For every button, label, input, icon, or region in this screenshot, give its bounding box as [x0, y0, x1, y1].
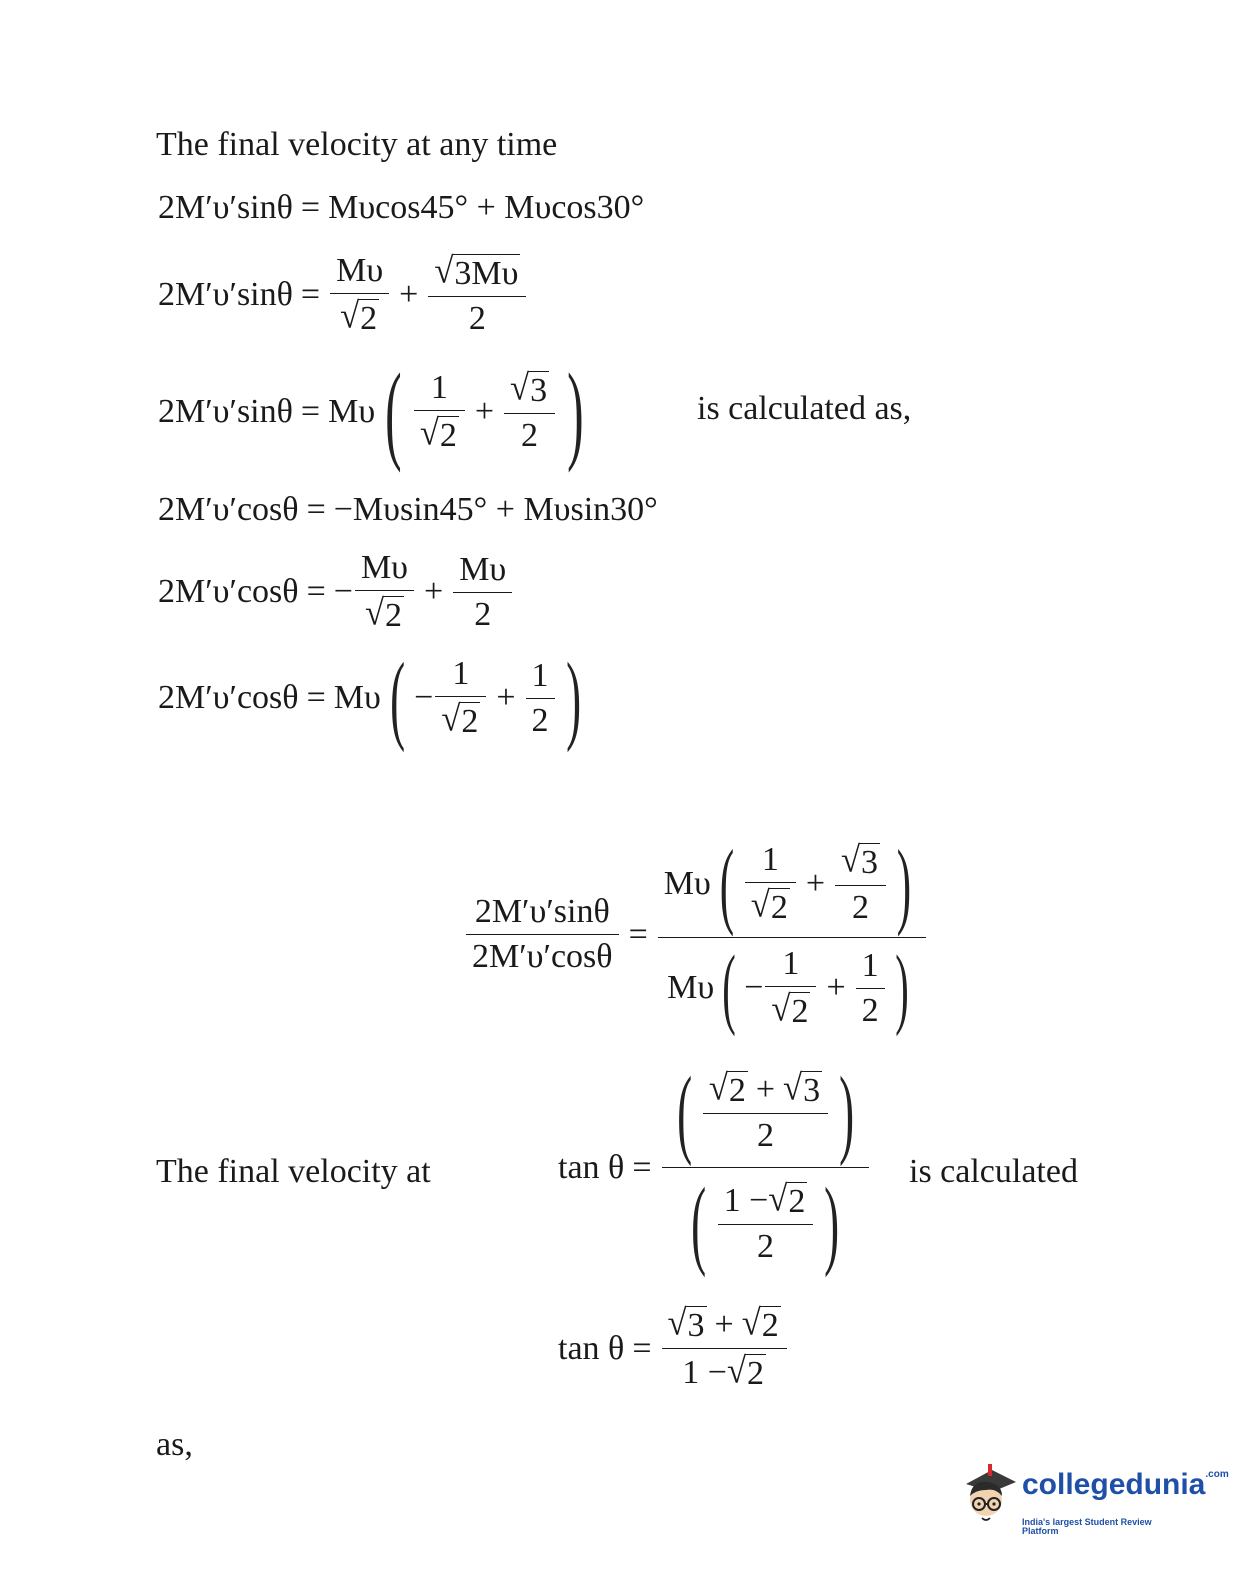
numerator: 1: [861, 946, 879, 984]
numerator-group: [662, 1056, 870, 1167]
equation-sin-factored: [158, 351, 594, 473]
factor-mu: Mυ: [328, 393, 376, 430]
radicand: 2: [360, 300, 378, 337]
radical-icon: √: [771, 987, 791, 1029]
denominator: 2: [521, 417, 539, 454]
intro-text: The final velocity at any time: [156, 126, 558, 163]
right-paren: ): [894, 938, 909, 1037]
factor-mu: Mυ: [667, 969, 715, 1006]
radicand: 2: [728, 1072, 746, 1109]
lhs-sin: 2M′υ′sinθ: [158, 393, 293, 430]
radicand: 3: [803, 1072, 821, 1109]
student-mascot-icon: [958, 1462, 1018, 1532]
equals-sign: =: [300, 189, 321, 226]
equals-sign: =: [300, 276, 321, 313]
plus-sign: +: [714, 1305, 734, 1343]
root-3-mu: [428, 249, 526, 296]
minus-sign: −: [414, 679, 434, 716]
equals-sign: =: [306, 491, 326, 528]
eq4-rhs: −Mυsin45° + Mυsin30°: [333, 491, 658, 528]
radical-icon: √: [708, 1066, 728, 1108]
radicand: 2: [788, 1183, 806, 1220]
equation-tan-1: [558, 1056, 871, 1278]
plus-sign: +: [399, 276, 419, 313]
denominator: 2: [861, 991, 879, 1029]
radical-icon: √: [434, 249, 454, 291]
lhs-sin: 2M′υ′sinθ: [158, 189, 293, 226]
radical-icon: √: [667, 1301, 687, 1343]
root-2: [768, 1177, 807, 1220]
root-3: [783, 1066, 822, 1109]
equation-cos-factored: [158, 642, 590, 753]
denominator-group: [676, 1167, 854, 1278]
logo-tagline: India's largest Student Review Platform: [1022, 1517, 1152, 1536]
fraction-root2-plus-root3-over-2: [703, 1066, 828, 1154]
plus-sign: +: [496, 679, 516, 716]
minus-sign: −: [333, 573, 353, 610]
radical-icon: √: [841, 838, 861, 880]
brand-domain: .com: [1205, 1469, 1229, 1480]
fraction-1-over-root2: [414, 371, 465, 453]
denominator: 2: [756, 1117, 774, 1154]
parenthesis-group: [381, 642, 590, 753]
is-calculated-as-text: is calculated as,: [697, 390, 912, 427]
root-2: [765, 987, 816, 1029]
root-3: [835, 838, 886, 885]
numerator: [662, 1301, 787, 1348]
fraction-mu-over-root2: [355, 551, 414, 633]
numerator: [703, 1066, 828, 1113]
radical-icon: √: [340, 294, 360, 336]
radicand: 3: [530, 372, 548, 409]
one-minus: 1 −: [723, 1181, 769, 1219]
right-paren: ): [567, 351, 584, 473]
denominator: 2: [468, 300, 486, 337]
equation-cos-momentum: [158, 493, 658, 527]
radicand: 2: [747, 1355, 764, 1392]
equals-sign: =: [306, 679, 326, 716]
radicand: 2: [461, 703, 479, 740]
tan-label: tan θ: [558, 1148, 625, 1186]
radicand: 2: [770, 889, 788, 926]
denominator: 2: [852, 889, 870, 926]
collegedunia-logo: [958, 1462, 1229, 1542]
root-3: [504, 366, 555, 413]
equation-ratio: [464, 830, 928, 1037]
root-2: [745, 883, 796, 925]
fraction-tan: [662, 1056, 870, 1278]
fraction-1-over-root2: [435, 657, 486, 739]
fraction-1-over-2: [526, 656, 555, 739]
equals-sign: =: [632, 1148, 652, 1186]
final-velocity-at-text: The final velocity at: [156, 1153, 431, 1190]
left-paren: (: [691, 1167, 707, 1278]
minus-sign: −: [744, 969, 764, 1006]
one-minus: 1 −: [682, 1353, 727, 1391]
root-2: [435, 697, 486, 739]
right-paren: ): [565, 642, 581, 753]
eq1-rhs: Mυcos45° + Mυcos30°: [328, 189, 645, 226]
numerator: 1: [430, 369, 448, 406]
plus-sign: +: [474, 393, 495, 430]
left-paren: (: [389, 642, 405, 753]
fraction-root3-over-2: [504, 366, 555, 454]
radical-icon: √: [750, 883, 770, 925]
radicand: 2: [384, 597, 402, 634]
numerator: 2M′υ′sinθ: [474, 893, 610, 930]
root-2: [414, 411, 465, 453]
fraction-mu-over-root2: [330, 254, 389, 336]
parenthesis-group: [711, 830, 920, 937]
numerator: 1: [761, 841, 779, 878]
lhs-cos: 2M′υ′cosθ: [158, 679, 299, 716]
radical-icon: √: [768, 1177, 788, 1219]
right-paren: ): [839, 1056, 855, 1167]
radicand: 2: [439, 417, 457, 454]
fraction-1-over-root2: [765, 947, 816, 1029]
plus-sign: +: [424, 573, 444, 610]
numerator: 1: [452, 655, 470, 692]
right-paren: ): [896, 830, 912, 937]
denominator: 2M′υ′cosθ: [472, 938, 613, 975]
root-2: [726, 1349, 766, 1392]
left-paren: (: [719, 830, 735, 937]
equation-tan-2: [558, 1301, 789, 1392]
equals-sign: =: [300, 393, 321, 430]
left-paren: (: [385, 351, 402, 473]
radical-icon: √: [441, 697, 461, 739]
radicand: 3: [687, 1307, 705, 1344]
radical-icon: √: [419, 411, 439, 453]
numerator: Mυ: [459, 550, 507, 588]
plus-sign: +: [826, 969, 846, 1006]
plus-sign: +: [805, 865, 826, 902]
is-calculated-text: is calculated: [909, 1153, 1078, 1190]
numerator: 1: [782, 945, 800, 982]
radical-icon: √: [741, 1301, 761, 1343]
equals-sign: =: [628, 915, 648, 953]
radical-icon: √: [510, 366, 530, 408]
equation-sin-fractions: [158, 249, 528, 337]
fraction-root3mu-over-2: [428, 249, 526, 337]
lhs-cos: 2M′υ′cosθ: [158, 573, 299, 610]
fraction-root3-over-2: [835, 838, 886, 926]
numerator: Mυ: [360, 549, 409, 586]
radicand: 3: [861, 844, 879, 881]
tan-label: tan θ: [558, 1329, 625, 1367]
numerator: [718, 1177, 814, 1224]
numerator: 1: [531, 656, 549, 694]
as-text: as,: [156, 1426, 193, 1463]
factor-mu: Mυ: [663, 865, 711, 902]
parenthesis-group: [375, 351, 594, 473]
factor-mu: Mυ: [333, 679, 381, 716]
fraction-1-over-root2: [745, 843, 796, 925]
logo-brand: [1022, 1470, 1229, 1500]
parenthesis-group: [714, 938, 916, 1037]
denominator: 2: [474, 595, 492, 633]
radicand: 2: [791, 993, 809, 1030]
root-3: [667, 1301, 707, 1344]
radical-icon: √: [364, 591, 384, 633]
radical-icon: √: [726, 1349, 746, 1391]
lhs-cos: 2M′υ′cosθ: [158, 491, 299, 528]
left-paren: (: [676, 1056, 692, 1167]
fraction-final: [662, 1301, 787, 1392]
numerator-group: [658, 830, 926, 937]
root-2: [334, 294, 385, 336]
fraction-sin-over-cos: [466, 895, 619, 974]
brand-name: collegedunia: [1022, 1468, 1206, 1501]
fraction-big: [658, 830, 926, 1037]
fraction-mu-over-2: [453, 550, 512, 633]
lhs-sin: 2M′υ′sinθ: [158, 276, 293, 313]
radicand: 2: [761, 1307, 779, 1344]
radical-icon: √: [783, 1066, 803, 1108]
fraction-1-over-2: [856, 946, 885, 1029]
fraction-1-minus-root2-over-2: [718, 1177, 814, 1265]
equals-sign: =: [306, 573, 326, 610]
denominator: 2: [531, 701, 549, 739]
left-paren: (: [722, 938, 736, 1037]
right-paren: ): [824, 1167, 840, 1278]
equals-sign: =: [632, 1329, 652, 1367]
plus-sign: +: [755, 1070, 776, 1108]
root-2: [708, 1066, 748, 1109]
root-2: [741, 1301, 781, 1344]
numerator: Mυ: [336, 252, 384, 289]
denominator: 2: [756, 1228, 774, 1265]
radicand: 3Mυ: [454, 255, 519, 292]
equation-sin-momentum: [158, 191, 644, 225]
equation-cos-fractions: [158, 551, 514, 633]
denominator: [676, 1349, 772, 1391]
denominator-group: [661, 938, 922, 1037]
root-2: [359, 591, 410, 633]
